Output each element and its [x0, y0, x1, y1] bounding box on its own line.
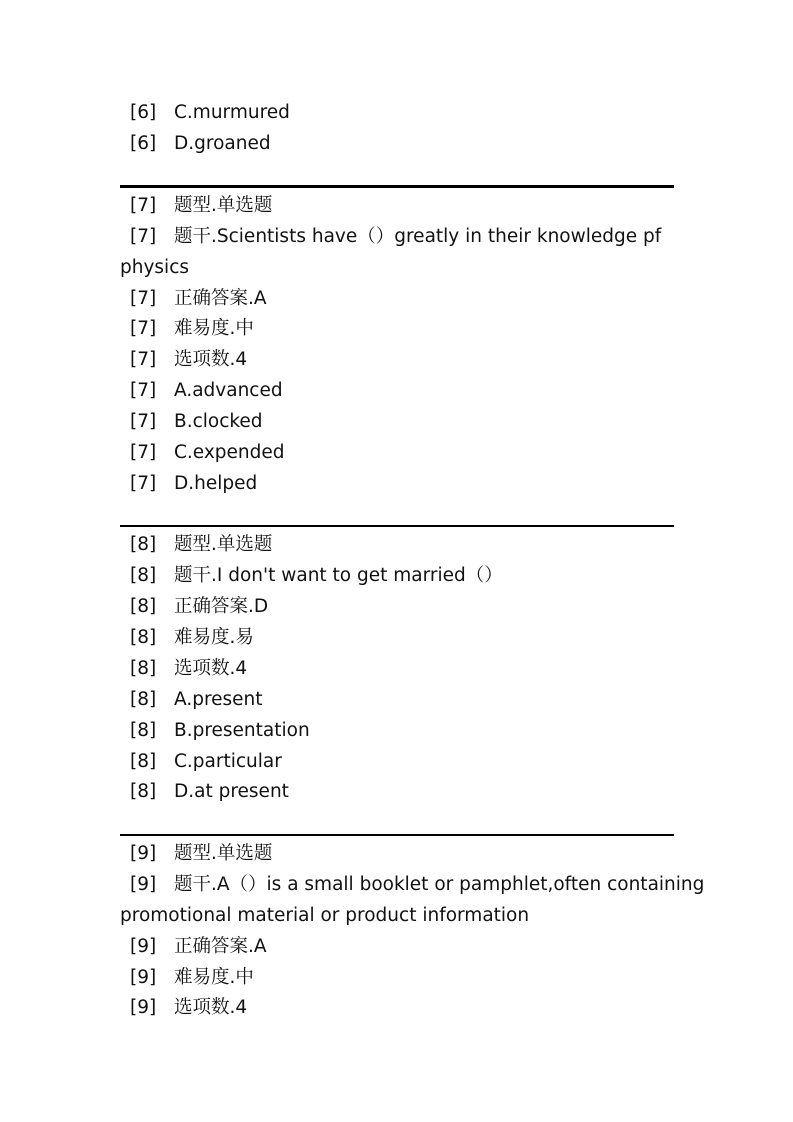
- q7-option-a: [120, 375, 680, 406]
- q8-difficulty: [120, 622, 680, 653]
- line-text: 题型.单选题: [174, 534, 273, 555]
- line-text: B.presentation: [174, 720, 310, 741]
- q7-option-d: [120, 468, 680, 499]
- line-text: A.present: [174, 689, 263, 710]
- q8-option-c: [120, 746, 680, 777]
- line-number: [8]: [130, 689, 157, 710]
- line-number: [8]: [130, 627, 157, 648]
- question-divider: [120, 834, 674, 836]
- q7-option-b: [120, 406, 680, 437]
- line-text: 题干.I don't want to get married（）: [174, 565, 503, 586]
- line-number: [8]: [130, 534, 157, 555]
- line-number: [8]: [130, 565, 157, 586]
- q9-stem: [120, 869, 705, 900]
- q8-option-count: [120, 653, 680, 684]
- line-text: D.groaned: [174, 133, 271, 154]
- line-number: [8]: [130, 658, 157, 679]
- line-text: C.murmured: [174, 102, 290, 123]
- q8-option-a: [120, 684, 680, 715]
- q7-difficulty: [120, 313, 680, 344]
- q9-difficulty: [120, 962, 680, 993]
- line-number: [7]: [130, 411, 157, 432]
- q9-stem-continuation: promotional material or product information: [120, 905, 530, 926]
- q8-type: [120, 529, 680, 560]
- q7-option-count: [120, 344, 680, 375]
- line-text: 难易度.中: [174, 967, 254, 988]
- q7-option-c: [120, 437, 680, 468]
- line-number: [9]: [130, 997, 157, 1018]
- q6-option-d: [120, 128, 680, 159]
- line-number: [8]: [130, 781, 157, 802]
- line-text: A.advanced: [174, 380, 283, 401]
- line-text: 题干.Scientists have（）greatly in their knowledge pf: [174, 226, 662, 247]
- line-text: 选项数.4: [174, 349, 248, 370]
- line-number: [6]: [130, 133, 157, 154]
- line-number: [7]: [130, 380, 157, 401]
- question-divider: [120, 525, 674, 527]
- q7-stem-continuation: physics: [120, 257, 190, 278]
- q9-answer: [120, 931, 680, 962]
- line-number: [7]: [130, 288, 157, 309]
- line-number: [7]: [130, 349, 157, 370]
- line-number: [7]: [130, 442, 157, 463]
- line-number: [7]: [130, 226, 157, 247]
- line-number: [9]: [130, 874, 157, 895]
- q8-answer: [120, 591, 680, 622]
- q8-stem: [120, 560, 680, 591]
- line-text: 正确答案.A: [174, 288, 267, 309]
- line-number: [8]: [130, 751, 157, 772]
- q7-stem: [120, 221, 680, 252]
- question-divider: [120, 185, 674, 188]
- line-text: 难易度.中: [174, 318, 254, 339]
- line-text: 正确答案.A: [174, 936, 267, 957]
- line-text: B.clocked: [174, 411, 263, 432]
- q8-option-d: [120, 776, 680, 807]
- line-text: 题干.A（）is a small booklet or pamphlet,often containing: [174, 874, 705, 895]
- q7-answer: [120, 283, 680, 314]
- line-number: [8]: [130, 720, 157, 741]
- line-number: [9]: [130, 967, 157, 988]
- line-number: [8]: [130, 596, 157, 617]
- line-text: 难易度.易: [174, 627, 254, 648]
- line-text: D.helped: [174, 473, 258, 494]
- line-number: [7]: [130, 195, 157, 216]
- q9-option-count: [120, 992, 680, 1023]
- line-text: C.expended: [174, 442, 285, 463]
- line-text: 选项数.4: [174, 658, 248, 679]
- line-text: 选项数.4: [174, 997, 248, 1018]
- line-number: [6]: [130, 102, 157, 123]
- line-text: 题型.单选题: [174, 195, 273, 216]
- q7-type: [120, 190, 680, 221]
- line-number: [7]: [130, 473, 157, 494]
- q6-option-c: [120, 97, 680, 128]
- line-text: D.at present: [174, 781, 289, 802]
- q8-option-b: [120, 715, 680, 746]
- line-number: [9]: [130, 936, 157, 957]
- line-text: C.particular: [174, 751, 282, 772]
- line-number: [9]: [130, 843, 157, 864]
- q9-type: [120, 838, 680, 869]
- line-number: [7]: [130, 318, 157, 339]
- line-text: 正确答案.D: [174, 596, 269, 617]
- line-text: 题型.单选题: [174, 843, 273, 864]
